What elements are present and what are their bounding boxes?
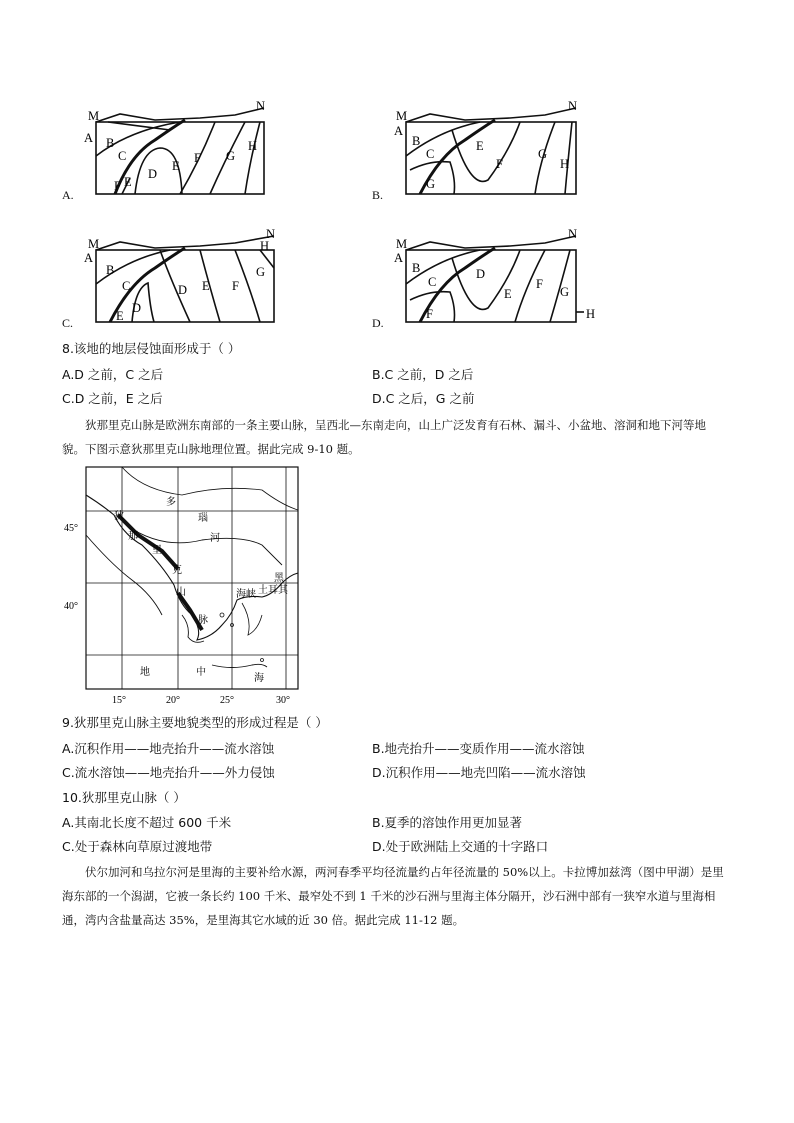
label-B: B xyxy=(106,263,115,277)
label-F2: F xyxy=(114,179,121,193)
label-D: D xyxy=(178,283,188,297)
lon-30-label: 30° xyxy=(276,695,290,706)
label-E: E xyxy=(504,287,512,301)
q10-option-a: A.其南北长度不超过 600 千米 xyxy=(62,815,232,830)
q10-option-c: C.处于森林向草原过渡地带 xyxy=(62,839,213,854)
diagram-c-drawing xyxy=(60,228,280,333)
label-G: G xyxy=(256,265,266,279)
diagram-a xyxy=(60,100,280,205)
diagram-c-option: C. xyxy=(62,316,74,330)
label-F: F xyxy=(194,151,201,165)
label-A: A xyxy=(84,251,94,265)
label-E: E xyxy=(476,139,484,153)
diagram-d-option: D. xyxy=(372,316,384,330)
label-N: N xyxy=(568,100,578,113)
label-M: M xyxy=(396,237,408,251)
label-C: C xyxy=(426,147,435,161)
diagram-a-drawing xyxy=(60,100,280,205)
q10-option-d: D.处于欧洲陆上交通的十字路口 xyxy=(372,839,549,854)
label-li: 里 xyxy=(152,545,162,556)
label-nao: 瑙 xyxy=(198,513,208,524)
q9-option-d: D.沉积作用——地壳凹陷——流水溶蚀 xyxy=(372,765,586,780)
label-hai: 海 xyxy=(254,673,264,684)
diagram-a-option: A. xyxy=(62,188,74,202)
label-M: M xyxy=(88,109,100,123)
q9-option-a: A.沉积作用——地壳抬升——流水溶蚀 xyxy=(62,741,275,756)
label-G: G xyxy=(560,285,570,299)
label-H: H xyxy=(560,157,570,171)
label-B: B xyxy=(106,136,115,150)
label-C: C xyxy=(122,279,131,293)
label-zhong: 中 xyxy=(196,667,206,678)
label-M: M xyxy=(396,109,408,123)
lat-40-label: 40° xyxy=(64,601,78,612)
label-he: 河 xyxy=(210,533,220,544)
passage-9-10: 狄那里克山脉是欧洲东南部的一条主要山脉，呈西北—东南走向，山上广泛发育有石林、漏斗、小盆地、溶洞和地下河等地貌。下图示意狄那里克山脉地理位置。据此完成 9-10 题。 xyxy=(62,418,706,456)
lon-25-label: 25° xyxy=(220,695,234,706)
q10-option-b: B.夏季的溶蚀作用更加显著 xyxy=(372,815,523,830)
label-H: H xyxy=(586,307,596,321)
label-E2: E xyxy=(116,309,124,323)
q9-stem: 9.狄那里克山脉主要地貌类型的形成过程是（ ） xyxy=(62,715,328,730)
diagram-c xyxy=(60,228,280,333)
label-E: E xyxy=(172,159,180,173)
label-G: G xyxy=(538,147,548,161)
label-H: H xyxy=(248,139,258,153)
label-shan: 山 xyxy=(176,587,186,598)
label-B: B xyxy=(412,261,421,275)
label-na: 那 xyxy=(128,531,138,542)
q8-option-b: B.C 之前，D 之后 xyxy=(372,367,474,382)
label-di-sea: 地 xyxy=(140,667,150,678)
label-F: F xyxy=(496,157,503,171)
q8-stem: 8.该地的地层侵蚀面形成于（ ） xyxy=(62,341,241,356)
diagram-d xyxy=(370,228,600,333)
lon-20-label: 20° xyxy=(166,695,180,706)
label-A: A xyxy=(394,251,404,265)
label-M: M xyxy=(88,237,100,251)
label-D2: D xyxy=(132,301,142,315)
label-D: D xyxy=(148,167,158,181)
label-F: F xyxy=(536,277,543,291)
label-E: E xyxy=(202,279,210,293)
label-N: N xyxy=(266,228,276,241)
label-B: B xyxy=(412,134,421,148)
label-N: N xyxy=(256,100,266,113)
label-mai: 脉 xyxy=(198,615,208,626)
q9-option-b: B.地壳抬升——变质作用——流水溶蚀 xyxy=(372,741,585,756)
label-F: F xyxy=(232,279,239,293)
q8-option-d: D.C 之后，G 之前 xyxy=(372,391,475,406)
label-di: 狄 xyxy=(114,511,124,522)
diagram-b-drawing xyxy=(370,100,590,205)
label-A: A xyxy=(394,124,404,138)
label-turkey: 土耳其 xyxy=(258,585,288,596)
diagram-b xyxy=(370,100,590,205)
diagram-b-option: B. xyxy=(372,188,384,202)
q8-option-c: C.D 之前，E 之后 xyxy=(62,391,163,406)
label-G: G xyxy=(226,149,236,163)
label-strait: 海峡 xyxy=(236,589,256,600)
label-ke: 克 xyxy=(172,565,182,576)
label-D: D xyxy=(476,267,486,281)
q9-option-c: C.流水溶蚀——地壳抬升——外力侵蚀 xyxy=(62,765,275,780)
label-G2: G xyxy=(426,177,436,191)
q8-option-a: A.D 之前，C 之后 xyxy=(62,367,164,382)
balkan-map-drawing xyxy=(62,465,312,710)
label-E2: E xyxy=(124,175,132,189)
label-C: C xyxy=(428,275,437,289)
label-H: H xyxy=(260,239,270,253)
q10-stem: 10.狄那里克山脉（ ） xyxy=(62,790,186,805)
label-A: A xyxy=(84,131,94,145)
label-N: N xyxy=(568,228,578,241)
label-hei: 黑 xyxy=(274,573,284,584)
balkan-map xyxy=(62,465,312,710)
diagram-d-drawing xyxy=(370,228,600,333)
label-F2: F xyxy=(426,307,433,321)
passage-11-12: 伏尔加河和乌拉尔河是里海的主要补给水源，两河春季平均径流量约占年径流量的 50%以上。卡拉博加兹湾（图中甲湖）是里海东部的一个潟湖，它被一条长约 100 千米、最窄处不到 1 千米的沙石洲与里海主体分隔开，沙石洲中部有一狭窄水道与里海相通，湾内含盐量高达 35%，是里海其它水域的近 30 倍。据此完成 11-12 题。 xyxy=(62,865,724,927)
label-duo: 多 xyxy=(166,497,176,508)
lon-15-label: 15° xyxy=(112,695,126,706)
lat-45-label: 45° xyxy=(64,523,78,534)
label-C: C xyxy=(118,149,127,163)
